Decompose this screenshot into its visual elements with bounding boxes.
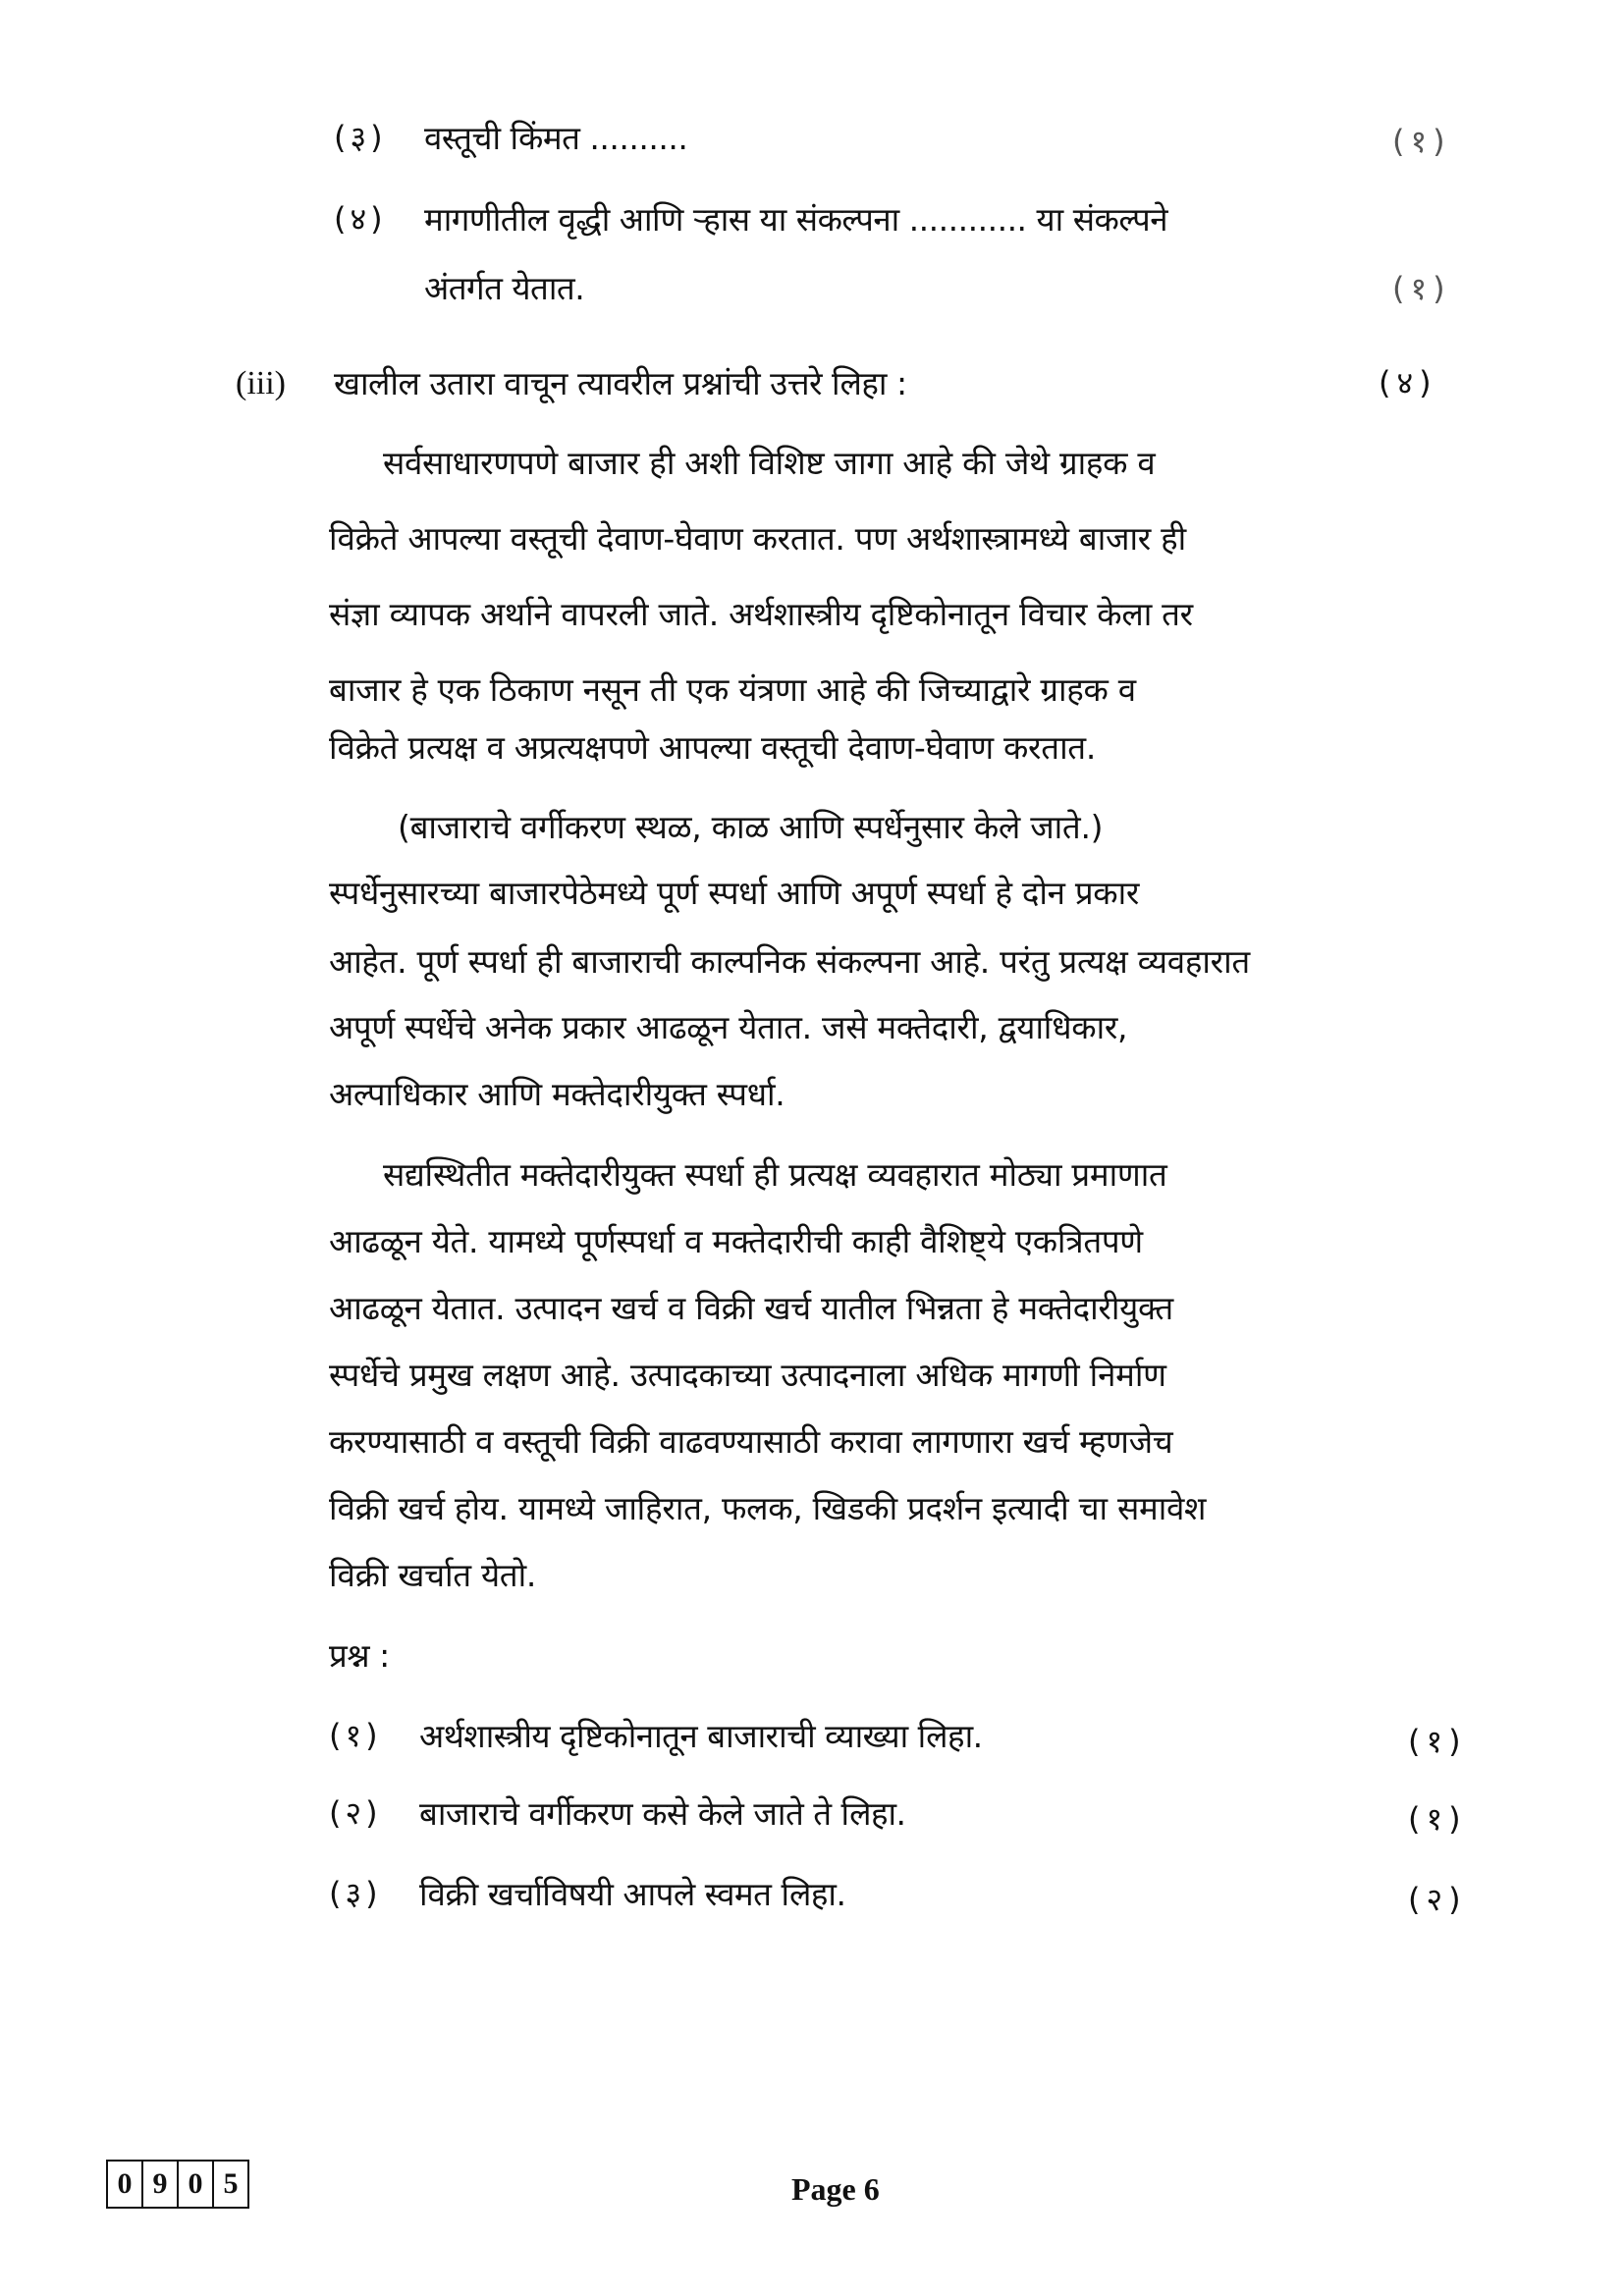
passage-line: विक्रेते प्रत्यक्ष व अप्रत्यक्षपणे आपल्या वस्तूची देवाण-घेवाण करतात. bbox=[329, 728, 1097, 767]
paper-code-digit: 0 bbox=[108, 2162, 143, 2207]
section-iii-instruction: खालील उतारा वाचून त्यावरील प्रश्नांची उत्तरे लिहा : bbox=[334, 364, 907, 402]
paper-code-digit: 9 bbox=[143, 2162, 179, 2207]
passage-line: स्पर्धेचे प्रमुख लक्षण आहे. उत्पादकाच्या उत्पादनाला अधिक मागणी निर्माण bbox=[329, 1356, 1166, 1394]
passage-line: सद्यस्थितीत मक्तेदारीयुक्त स्पर्धा ही प्रत्यक्ष व्यवहारात मोठ्या प्रमाणात bbox=[383, 1155, 1167, 1194]
item-3-text: वस्तूची किंमत .......... bbox=[424, 119, 688, 157]
passage-line: सर्वसाधारणपणे बाजार ही अशी विशिष्ट जागा आहे की जेथे ग्राहक व bbox=[383, 444, 1156, 482]
question-1-number: (१) bbox=[329, 1717, 382, 1754]
passage-line: आहेत. पूर्ण स्पर्धा ही बाजाराची काल्पनिक संकल्पना आहे. परंतु प्रत्यक्ष व्यवहारात bbox=[329, 942, 1250, 981]
question-3-text: विक्री खर्चाविषयी आपले स्वमत लिहा. bbox=[419, 1875, 846, 1913]
passage-line: बाजार हे एक ठिकाण नसून ती एक यंत्रणा आहे की जिच्याद्वारे ग्राहक व bbox=[329, 670, 1136, 709]
passage-line: अल्पाधिकार आणि मक्तेदारीयुक्त स्पर्धा. bbox=[329, 1075, 785, 1113]
section-iii-label: (iii) bbox=[236, 365, 286, 401]
item-4-number: (४) bbox=[334, 200, 387, 238]
question-3-number: (३) bbox=[329, 1875, 382, 1912]
question-1-marks: (१) bbox=[1408, 1723, 1467, 1760]
passage-line: संज्ञा व्यापक अर्थाने वापरली जाते. अर्थशास्त्रीय दृष्टिकोनातून विचार केला तर bbox=[329, 595, 1193, 633]
section-iii-marks: (४) bbox=[1379, 364, 1437, 401]
passage-line: (बाजाराचे वर्गीकरण स्थळ, काळ आणि स्पर्धेनुसार केले जाते.) bbox=[398, 808, 1104, 846]
item-4-text-line1: मागणीतील वृद्धी आणि ऱ्हास या संकल्पना ............ या संकल्पने bbox=[424, 200, 1168, 239]
passage-line: विक्रेते आपल्या वस्तूची देवाण-घेवाण करतात. पण अर्थशास्त्रामध्ये बाजार ही bbox=[329, 519, 1186, 558]
passage-line: आढळून येते. यामध्ये पूर्णस्पर्धा व मक्तेदारीची काही वैशिष्ट्ये एकत्रितपणे bbox=[329, 1222, 1143, 1260]
passage-line: विक्री खर्चात येतो. bbox=[329, 1556, 537, 1594]
page-number: Page 6 bbox=[791, 2171, 880, 2207]
passage-line: आढळून येतात. उत्पादन खर्च व विक्री खर्च यातील भिन्नता हे मक्तेदारीयुक्त bbox=[329, 1289, 1173, 1327]
passage-line: विक्री खर्च होय. यामध्ये जाहिरात, फलक, खिडकी प्रदर्शन इत्यादी चा समावेश bbox=[329, 1489, 1207, 1527]
item-3-number: (३) bbox=[334, 119, 387, 156]
paper-code-digit: 5 bbox=[223, 2167, 239, 2200]
paper-code-digit: 0 bbox=[179, 2162, 214, 2207]
item-4-text-line2: अंतर्गत येतात. bbox=[424, 269, 585, 307]
item-4-marks: (१) bbox=[1392, 270, 1451, 307]
passage-line: अपूर्ण स्पर्धेचे अनेक प्रकार आढळून येतात. जसे मक्तेदारी, द्वयाधिकार, bbox=[329, 1008, 1128, 1046]
question-3-marks: (२) bbox=[1408, 1881, 1467, 1918]
question-2-text: बाजाराचे वर्गीकरण कसे केले जाते ते लिहा. bbox=[419, 1794, 906, 1833]
item-3-marks: (१) bbox=[1392, 123, 1451, 160]
question-2-number: (२) bbox=[329, 1794, 382, 1832]
question-2-marks: (१) bbox=[1408, 1800, 1467, 1838]
paper-code-box bbox=[106, 2160, 249, 2209]
questions-label: प्रश्न : bbox=[329, 1636, 390, 1675]
passage-line: स्पर्धेनुसारच्या बाजारपेठेमध्ये पूर्ण स्पर्धा आणि अपूर्ण स्पर्धा हे दोन प्रकार bbox=[329, 874, 1140, 912]
question-1-text: अर्थशास्त्रीय दृष्टिकोनातून बाजाराची व्याख्या लिहा. bbox=[419, 1717, 983, 1755]
passage-line: करण्यासाठी व वस्तूची विक्री वाढवण्यासाठी करावा लागणारा खर्च म्हणजेच bbox=[329, 1422, 1173, 1461]
